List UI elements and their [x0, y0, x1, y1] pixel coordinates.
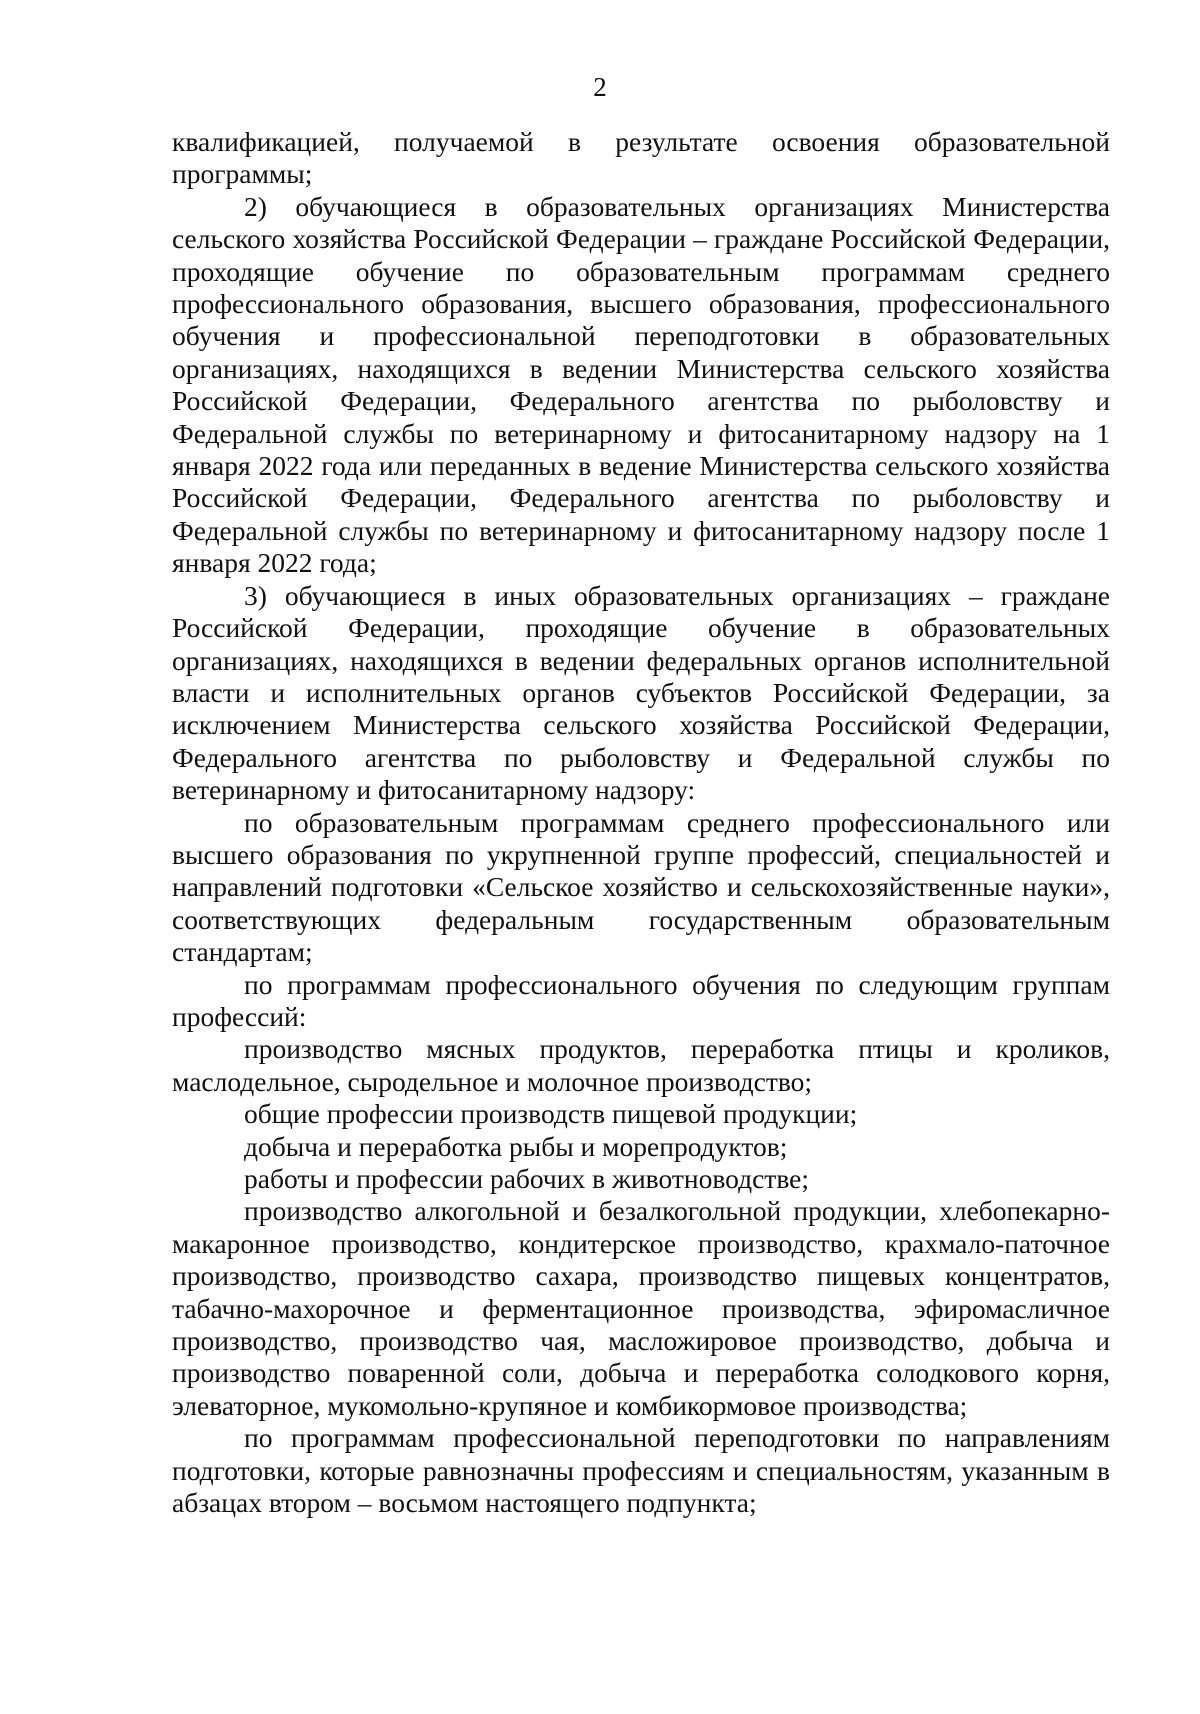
- paragraph-professional-training: по программам профессионального обучения по следующим группам профессий:: [172, 968, 1110, 1032]
- document-body: [172, 126, 1110, 1519]
- paragraph-retraining: по программам профессиональной переподготовки по направлениям подготовки, которые равнозначны профессиям и специальностям, указанным в абзацах втором – восьмом настоящего подпункта;: [172, 1422, 1110, 1519]
- paragraph-food-industry: производство алкогольной и безалкогольной продукции, хлебопекарно-макаронное производство, кондитерское производство, крахмало-паточное производство, производство сахара, производство пищевых концентратов, табачно-махорочное и ферментационное производства, эфиромасличное производство, производство чая, масложировое производство, добыча и производство поваренной соли, добыча и переработка солодкового корня, элеваторное, мукомольно-крупяное и комбикормовое производства;: [172, 1195, 1110, 1421]
- paragraph-fish: добыча и переработка рыбы и морепродуктов;: [244, 1130, 788, 1162]
- paragraph-item-2: 2) обучающиеся в образовательных организациях Министерства сельского хозяйства Российской Федерации – граждане Российской Федерации, проходящие обучение по образовательным программам среднего профессионального образования, высшего образования, профессионального обучения и профессиональной переподготовки в образовательных организациях, находящихся в ведении Министерства сельского хозяйства Российской Федерации, Федерального агентства по рыболовству и Федеральной службы по ветеринарному и фитосанитарному надзору на 1 января 2022 года или переданных в ведение Министерства сельского хозяйства Российской Федерации, Федерального агентства по рыболовству и Федеральной службы по ветеринарному и фитосанитарному надзору после 1 января 2022 года;: [172, 190, 1110, 579]
- paragraph-continuation: квалификацией, получаемой в результате освоения образовательной программы;: [172, 126, 1110, 190]
- paragraph-meat-dairy: производство мясных продуктов, переработка птицы и кроликов, маслодельное, сыродельное и молочное производство;: [172, 1033, 1110, 1097]
- paragraph-food-production: общие профессии производств пищевой продукции;: [244, 1098, 858, 1130]
- paragraph-education-programs: по образовательным программам среднего профессионального или высшего образования по укрупненной группе профессий, специальностей и направлений подготовки «Сельское хозяйство и сельскохозяйственные науки», соответствующих федеральным государственным образовательным стандартам;: [172, 806, 1110, 968]
- paragraph-livestock: работы и профессии рабочих в животноводстве;: [244, 1163, 809, 1194]
- page-number: 2: [593, 72, 607, 102]
- paragraph-item-3: 3) обучающиеся в иных образовательных организациях – граждане Российской Федерации, проходящие обучение в образовательных организациях, находящихся в ведении федеральных органов исполнительной власти и исполнительных органов субъектов Российской Федерации, за исключением Министерства сельского хозяйства Российской Федерации, Федерального агентства по рыболовству и Федеральной службы по ветеринарному и фитосанитарному надзору:: [172, 579, 1110, 806]
